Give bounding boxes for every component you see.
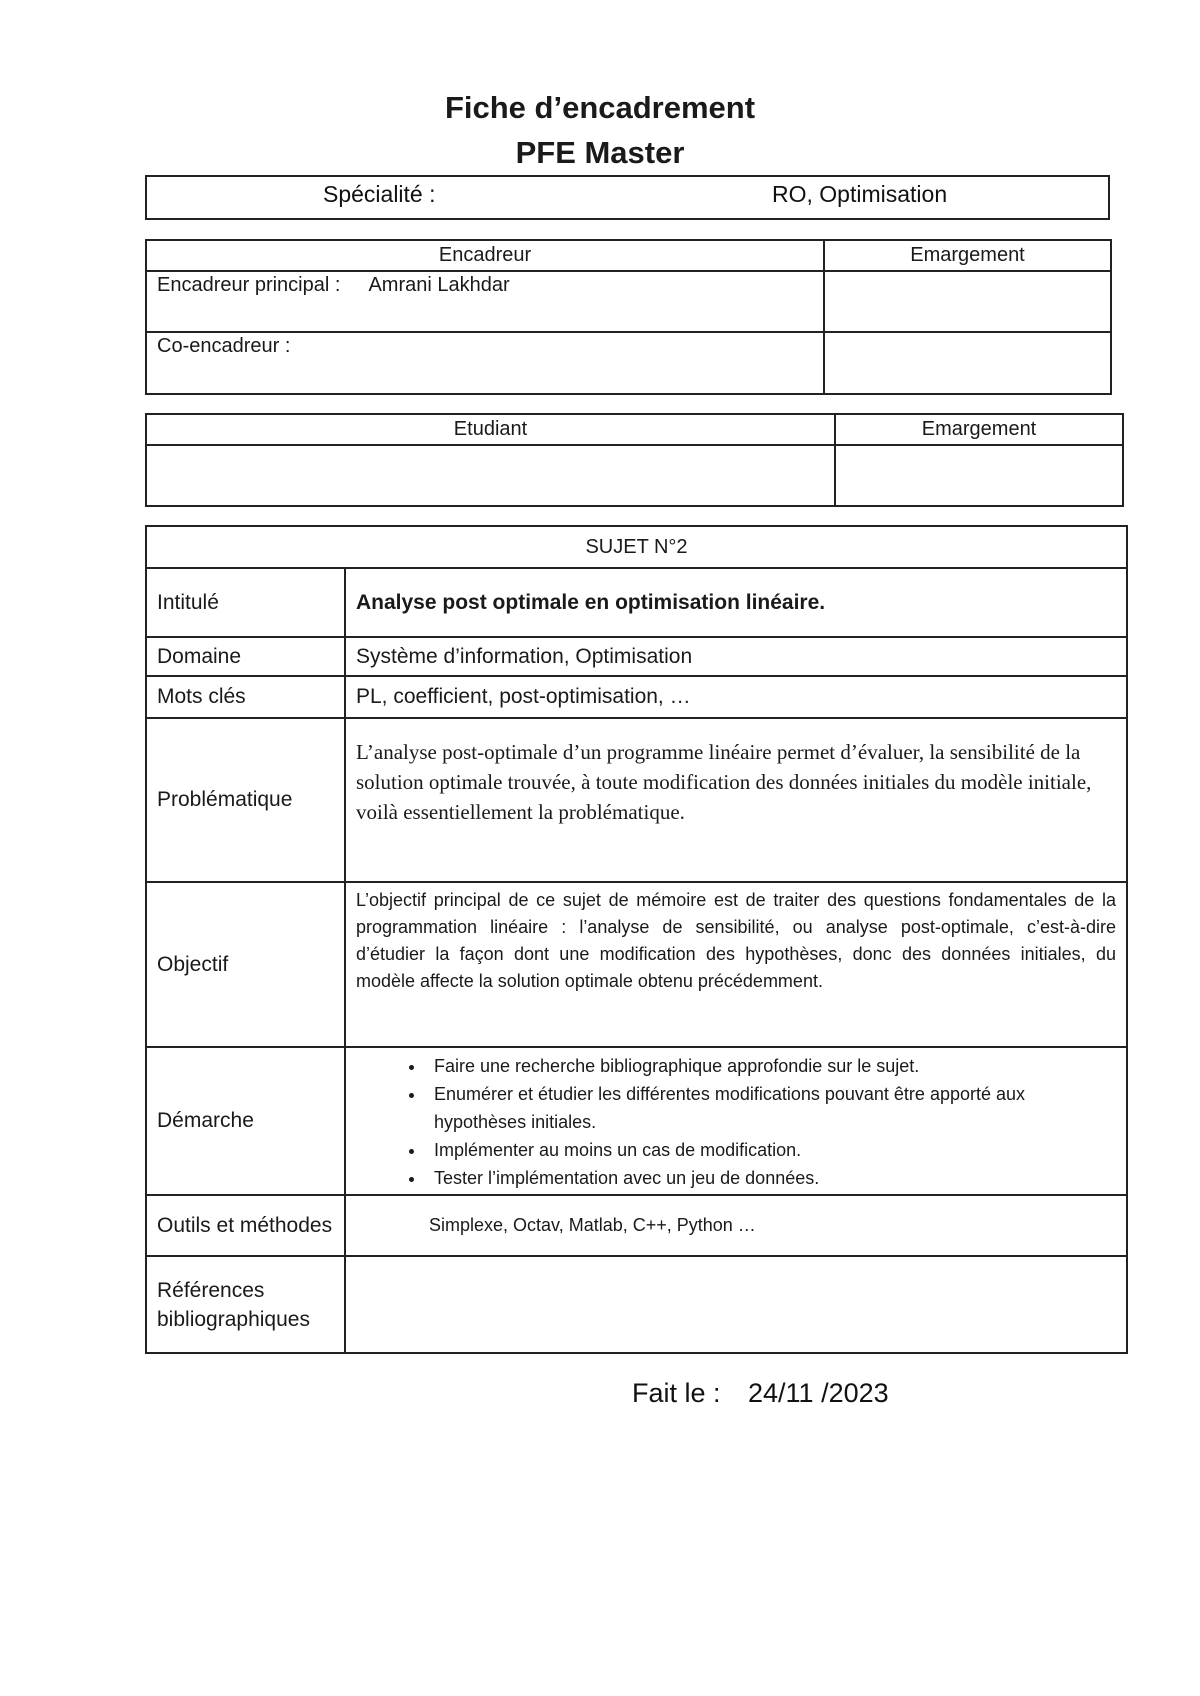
outils-value: Simplexe, Octav, Matlab, C++, Python … bbox=[345, 1195, 1127, 1256]
encadreur-header: Encadreur bbox=[146, 240, 824, 271]
problematique-label: Problématique bbox=[146, 718, 345, 882]
specialite-box bbox=[145, 175, 1110, 220]
demarche-label: Démarche bbox=[146, 1047, 345, 1195]
domaine-value: Système d’information, Optimisation bbox=[345, 637, 1127, 676]
etudiant-name-cell bbox=[146, 445, 835, 506]
etudiant-header: Etudiant bbox=[146, 414, 835, 445]
problematique-value: L’analyse post-optimale d’un programme linéaire permet d’évaluer, la sensibilité de la solution optimale trouvée, à toute modification des données initiales du modèle initiale, voilà essentiellement la problématique. bbox=[345, 718, 1127, 882]
encadreur-principal-cell bbox=[146, 271, 824, 332]
encadreur-emargement-header: Emargement bbox=[824, 240, 1111, 271]
etudiant-table bbox=[145, 413, 1124, 507]
fait-le-date: 24/11 /2023 bbox=[748, 1378, 889, 1408]
objectif-label: Objectif bbox=[146, 882, 345, 1047]
references-label: Références bibliographiques bbox=[146, 1256, 345, 1353]
intitule-value: Analyse post optimale en optimisation linéaire. bbox=[345, 568, 1127, 637]
co-encadreur-signature bbox=[824, 332, 1111, 394]
specialite-value: RO, Optimisation bbox=[772, 181, 948, 207]
co-encadreur-label: Co-encadreur : bbox=[157, 335, 291, 357]
demarche-cell bbox=[345, 1047, 1127, 1195]
demarche-item: • Enumérer et étudier les différentes modifications pouvant être apporté aux hypothèses initiales. bbox=[426, 1080, 1116, 1136]
demarche-item: • Tester l’implémentation avec un jeu de données. bbox=[426, 1164, 1116, 1192]
encadreur-principal-value: Amrani Lakhdar bbox=[368, 274, 510, 296]
etudiant-signature-cell bbox=[835, 445, 1123, 506]
encadreur-table bbox=[145, 239, 1112, 395]
etudiant-emargement-header: Emargement bbox=[835, 414, 1123, 445]
outils-label: Outils et méthodes bbox=[146, 1195, 345, 1256]
references-value bbox=[345, 1256, 1127, 1353]
intitule-label: Intitulé bbox=[146, 568, 345, 637]
mots-cles-label: Mots clés bbox=[146, 676, 345, 718]
sujet-title: SUJET N°2 bbox=[146, 526, 1127, 568]
specialite-label: Spécialité : bbox=[323, 181, 436, 207]
domaine-label: Domaine bbox=[146, 637, 345, 676]
document-subtitle: PFE Master bbox=[515, 135, 685, 170]
document-title: Fiche d’encadrement bbox=[444, 90, 756, 125]
mots-cles-value: PL, coefficient, post-optimisation, … bbox=[345, 676, 1127, 718]
demarche-item: • Faire une recherche bibliographique approfondie sur le sujet. bbox=[426, 1052, 1116, 1080]
co-encadreur-cell bbox=[146, 332, 824, 394]
encadreur-principal-signature bbox=[824, 271, 1111, 332]
sujet-table bbox=[145, 525, 1128, 1354]
demarche-list bbox=[356, 1052, 1116, 1192]
fait-le-label: Fait le : bbox=[632, 1378, 721, 1408]
demarche-item: • Implémenter au moins un cas de modification. bbox=[426, 1136, 1116, 1164]
objectif-value: L’objectif principal de ce sujet de mémoire est de traiter des questions fondamentales de la programmation linéaire : l’analyse de sensibilité, ou analyse post-optimale, c’est-à-dire d’étudier la façon dont une modification des hypothèses, donc des données initiales, du modèle affecte la solution optimale obtenu précédemment. bbox=[345, 882, 1127, 1047]
encadreur-principal-label: Encadreur principal : bbox=[157, 274, 341, 296]
